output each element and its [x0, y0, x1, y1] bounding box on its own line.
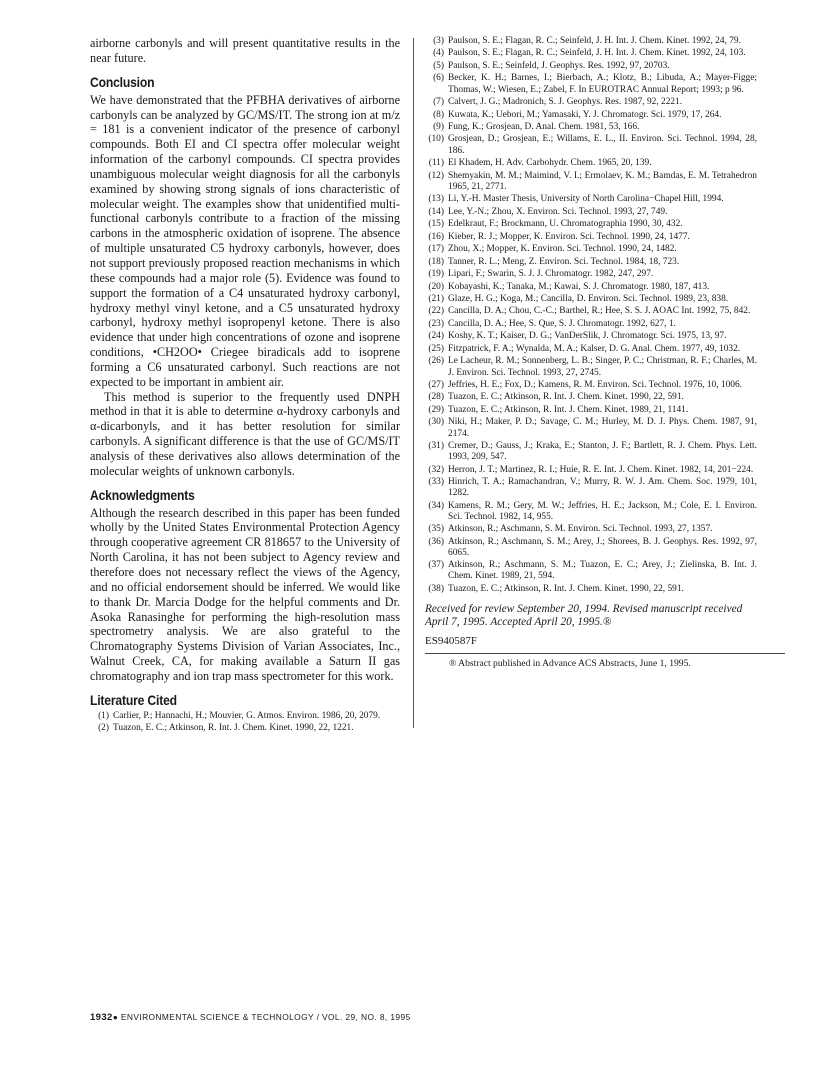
- reference-item: [425, 417, 757, 439]
- received-dates: Received for review September 20, 1994. Revised manuscript received April 7, 1995. Accepted April 20, 1995.®: [425, 602, 743, 628]
- reference-item: [425, 524, 757, 535]
- reference-text: Jeffries, H. E.; Fox, D.; Kamens, R. M. Environ. Sci. Technol. 1976, 10, 1006.: [448, 380, 743, 390]
- conclusion-paragraph-1: We have demonstrated that the PFBHA derivatives of airborne carbonyls can be analyzed by GC/MS/IT. The strong ion at m/z = 181 is a convenient indicator of the presence of carbonyl compounds. Both EI and CI spectra offer molecular weight information of the carbonyl compounds. CI spectra provides unambiguous molecular weight diagnosis for all the carbonyls examined by showing strong signals of ions characteristic of molecular weight. The examples show that unidentified multi-functional carbonyls contribute to a fraction of the missing carbons in the atmospheric oxidation of isoprene. The absence of multiple unsaturated C5 hydroxy carbonyls, however, does not support previously proposed reaction mechanisms in which these compounds had a major role (5). Evidence was found to support the formation of a C4 unsaturated hydroxy carbonyl, hydroxy methyl vinyl ketone, and a C5 unsaturated hydroxy carbonyl, hydroxy methyl isopropenyl ketone. There is also evidence that under high concentrations of ozone and isoprene conditions, •CH2OO• Criegee biradicals add to isoprene forming a C6 unsaturated carbonyl. Such reactions are not expected to be important in ambient air.: [90, 92, 400, 389]
- reference-text: Atkinson, R.; Aschmann, S. M.; Arey, J.; Shorees, B. J. Geophys. Res. 1992, 97, 6065.: [448, 536, 757, 558]
- reference-number: (9): [433, 122, 444, 132]
- reference-text: Kamens, R. M.; Gery, M. W.; Jeffries, H. E.; Jackson, M.; Cole, E. I. Environ. Sci. Technol. 1982, 14, 955.: [448, 500, 757, 522]
- reference-number: (4): [433, 48, 444, 59]
- reference-item: [425, 441, 757, 463]
- reference-number: (19): [428, 269, 444, 280]
- reference-text: Shemyakin, M. M.; Maimind, V. I.; Ermolaev, K. M.; Bamdas, E. M. Tetrahedron 1965, 21, 2771.: [448, 170, 757, 192]
- reference-number: (10): [428, 134, 444, 145]
- column-divider: [413, 38, 414, 728]
- reference-number: (1): [98, 710, 109, 721]
- reference-number: (15): [428, 219, 444, 230]
- reference-text: Grosjean, D.; Grosjean, E.; Willams, E. L., II. Environ. Sci. Technol. 1994, 28, 186.: [448, 134, 757, 156]
- reference-item: [425, 207, 757, 218]
- reference-text: Becker, K. H.; Barnes, I.; Bierbach, A.; Klotz, B.; Libuda, A.; Mayer-Figge; Thomas, W.; Wiesen, E.; Zabel, F. In EUROTRAC Annual Report; 1993; p 96.: [448, 73, 757, 95]
- abstract-footnote: ® Abstract published in Advance ACS Abstracts, June 1, 1995.: [449, 657, 691, 669]
- reference-number: (8): [433, 109, 444, 120]
- reference-item: [425, 48, 757, 59]
- reference-text: Lee, Y.-N.; Zhou, X. Environ. Sci. Technol. 1993, 27, 749.: [448, 206, 668, 217]
- reference-number: (18): [428, 256, 444, 267]
- reference-text: Carlier, P.; Hannachi, H.; Mouvier, G. Atmos. Environ. 1986, 20, 2079.: [113, 710, 381, 721]
- reference-item: [425, 134, 757, 156]
- page-number: 1932: [90, 1012, 113, 1023]
- reference-number: (28): [428, 392, 444, 403]
- reference-item: [425, 537, 757, 559]
- reference-text: Tuazon, E. C.; Atkinson, R. Int. J. Chem. Kinet. 1990, 22, 1221.: [113, 723, 354, 734]
- reference-number: (5): [433, 60, 444, 71]
- reference-item: [425, 244, 757, 255]
- reference-item: [90, 723, 400, 734]
- reference-item: [425, 560, 757, 582]
- acknowledgments-heading: Acknowledgments: [90, 487, 195, 503]
- reference-item: [425, 36, 757, 47]
- reference-text: Niki, H.; Maker, P. D.; Savage, C. M.; Hurley, M. D. J. Phys. Chem. 1987, 91, 2174.: [448, 417, 757, 439]
- reference-number: (34): [428, 500, 444, 511]
- reference-item: [425, 219, 757, 230]
- journal-citation: ENVIRONMENTAL SCIENCE & TECHNOLOGY / VOL. 29, NO. 8, 1995: [120, 1012, 411, 1022]
- reference-number: (25): [428, 343, 444, 354]
- reference-item: [425, 158, 757, 169]
- reference-item: [425, 584, 757, 595]
- reference-text: Tuazon, E. C.; Atkinson, R. Int. J. Chem. Kinet. 1990, 22, 591.: [448, 583, 684, 594]
- reference-list-left: [90, 711, 400, 735]
- reference-item: [425, 61, 757, 72]
- reference-text: Kuwata, K.; Uebori, M.; Yamasaki, Y. J. Chromatogr. Sci. 1979, 17, 264.: [448, 109, 722, 120]
- reference-text: Lipari, F.; Swarin, S. J. J. Chromatogr. 1982, 247, 297.: [448, 269, 654, 280]
- reference-number: (3): [433, 36, 444, 46]
- literature-cited-heading: Literature Cited: [90, 692, 177, 708]
- reference-text: Tanner, R. L.; Meng, Z. Environ. Sci. Technol. 1984, 18, 723.: [448, 256, 680, 267]
- reference-item: [425, 306, 757, 317]
- reference-text: Koshy, K. T.; Kaiser, D. G.; VanDerSlik, J. Chromatogr. Sci. 1975, 13, 97.: [448, 331, 727, 342]
- reference-text: Fitzpatrick, F. A.; Wynalda, M. A.; Kalser, D. G. Anal. Chem. 1977, 49, 1032.: [448, 343, 741, 354]
- reference-text: Fung, K.; Grosjean, D. Anal. Chem. 1981, 53, 166.: [448, 122, 640, 132]
- reference-item: [425, 294, 757, 305]
- reference-text: Atkinson, R.; Aschmann, S. M.; Tuazon, E. C.; Arey, J.; Zielinska, B. Int. J. Chem. Kinet. 1989, 21, 594.: [448, 560, 757, 582]
- reference-text: Tuazon, E. C.; Atkinson, R. Int. J. Chem. Kinet. 1990, 22, 591.: [448, 392, 684, 403]
- reference-text: Herron, J. T.; Martinez, R. I.; Huie, R. E. Int. J. Chem. Kinet. 1982, 14, 201−224.: [448, 464, 754, 475]
- right-column: [425, 36, 757, 669]
- reference-number: (17): [428, 244, 444, 255]
- reference-number: (7): [433, 97, 444, 108]
- reference-number: (37): [428, 560, 444, 571]
- left-column: [90, 36, 400, 736]
- reference-item: [425, 344, 757, 355]
- reference-number: (27): [428, 380, 444, 390]
- reference-text: Zhou, X.; Mopper, K. Environ. Sci. Technol. 1990, 24, 1482.: [448, 244, 677, 255]
- reference-number: (11): [428, 158, 444, 169]
- reference-item: [425, 194, 757, 205]
- reference-number: (12): [428, 170, 444, 181]
- reference-number: (2): [98, 723, 109, 734]
- reference-number: (23): [428, 318, 444, 329]
- reference-item: [425, 73, 757, 95]
- reference-item: [425, 122, 757, 133]
- page-bullet: ●: [112, 1012, 121, 1022]
- reference-item: [425, 477, 757, 499]
- reference-number: (29): [428, 404, 444, 415]
- reference-text: Cancilla, D. A.; Hee, S. Que, S. J. Chromatogr. 1992, 627, 1.: [448, 318, 676, 329]
- reference-text: Edelkraut, F.; Brockmann, U. Chromatographia 1990, 30, 432.: [448, 219, 683, 230]
- reference-text: El Khadem, H. Adv. Carbohydr. Chem. 1965, 20, 139.: [448, 158, 652, 169]
- reference-text: Kobayashi, K.; Tanaka, M.; Kawai, S. J. Chromatogr. 1980, 187, 413.: [448, 281, 710, 292]
- reference-list-right: [425, 36, 757, 595]
- reference-item: [425, 97, 757, 108]
- reference-number: (33): [428, 477, 444, 488]
- reference-text: Glaze, H. G.; Koga, M.; Cancilla, D. Environ. Sci. Technol. 1989, 23, 838.: [448, 294, 729, 304]
- reference-item: [425, 269, 757, 280]
- reference-item: [425, 232, 757, 243]
- footnote-rule: [425, 653, 785, 654]
- reference-text: Atkinson, R.; Aschmann, S. M. Environ. Sci. Technol. 1993, 27, 1357.: [448, 524, 713, 535]
- reference-number: (20): [428, 281, 444, 292]
- reference-item: [425, 282, 757, 293]
- page-footer: [90, 1012, 411, 1023]
- reference-item: [90, 711, 400, 722]
- reference-number: (24): [428, 331, 444, 342]
- acknowledgments-paragraph: Although the research described in this paper has been funded wholly by the United States Environmental Protection Agency through cooperative agreement CR 818657 to the University of North Carolina, it has not been subject to Agency review and therefore does not necessary reflect the views of the Agency, and no official endorsement should be inferred. We would like to thank Dr. Marcia Dodge for the helpful comments and Dr. Asoka Ranasinghe for performing the high-resolution mass spectrometry analysis. We are also grateful to the Chromatography Systems Division of Varian Associates, Inc., Walnut Creek, CA, for making available a Saturn II gas chromatography and ion trap mass spectrometer for this work.: [90, 505, 400, 683]
- reference-text: Paulson, S. E.; Flagan, R. C.; Seinfeld, J. H. Int. J. Chem. Kinet. 1992, 24, 103.: [448, 48, 746, 59]
- reference-item: [425, 257, 757, 268]
- reference-text: Cancilla, D. A.; Chou, C.-C.; Barthel, R.; Hee, S. S. J. AOAC Int. 1992, 75, 842.: [448, 306, 751, 317]
- reference-number: (35): [428, 524, 444, 535]
- reference-item: [425, 465, 757, 476]
- reference-text: Paulson, S. E.; Flagan, R. C.; Seinfeld, J. H. Int. J. Chem. Kinet. 1992, 24, 79.: [448, 36, 741, 46]
- reference-text: Kieber, R. J.; Mopper, K. Environ. Sci. Technol. 1990, 24, 1477.: [448, 231, 690, 242]
- reference-number: (31): [428, 441, 444, 452]
- reference-number: (21): [428, 294, 444, 304]
- reference-item: [425, 171, 757, 193]
- reference-item: [425, 501, 757, 523]
- reference-item: [425, 380, 757, 391]
- reference-number: (13): [428, 194, 444, 205]
- reference-item: [425, 405, 757, 416]
- reference-item: [425, 356, 757, 378]
- manuscript-code: ES940587F: [425, 634, 477, 647]
- conclusion-paragraph-2: This method is superior to the frequently used DNPH method in that it is able to determine α-hydroxy carbonyls and α-dicarbonyls, and it has better resolution for similar carbonyls. A significant difference is that the use of GC/MS/IT analysis of these derivatives also allows determination of the molecular weights of unknown carbonyls.: [90, 389, 400, 478]
- reference-text: Calvert, J. G.; Madronich, S. J. Geophys. Res. 1987, 92, 2221.: [448, 97, 683, 108]
- reference-text: Le Lacheur, R. M.; Sonnenberg, L. B.; Singer, P. C.; Christman, R. F.; Charles, M. J. Environ. Sci. Technol. 1993, 27, 2745.: [448, 356, 757, 378]
- reference-number: (32): [428, 464, 444, 475]
- reference-item: [425, 110, 757, 121]
- reference-number: (38): [428, 583, 444, 594]
- reference-number: (14): [428, 206, 444, 217]
- reference-number: (30): [428, 417, 444, 428]
- reference-text: Hinrich, T. A.; Ramachandran, V.; Murry, R. W. J. Am. Chem. Soc. 1979, 101, 1282.: [448, 477, 757, 499]
- reference-number: (26): [428, 356, 444, 367]
- reference-text: Tuazon, E. C.; Atkinson, R. Int. J. Chem. Kinet. 1989, 21, 1141.: [448, 404, 689, 415]
- reference-item: [425, 319, 757, 330]
- conclusion-heading: Conclusion: [90, 74, 155, 90]
- reference-item: [425, 392, 757, 403]
- reference-number: (6): [433, 73, 444, 84]
- reference-text: Li, Y.-H. Master Thesis, University of North Carolina−Chapel Hill, 1994.: [448, 194, 724, 205]
- reference-number: (36): [428, 536, 444, 547]
- reference-number: (22): [428, 306, 444, 317]
- reference-text: Paulson, S. E.; Seinfeld, J. Geophys. Res. 1992, 97, 20703.: [448, 60, 670, 71]
- reference-number: (16): [428, 231, 444, 242]
- reference-item: [425, 331, 757, 342]
- reference-text: Cremer, D.; Gauss, J.; Kraka, E.; Stanton, J. F.; Bartlett, R. J. Chem. Phys. Lett. 1993, 209, 547.: [448, 441, 757, 463]
- intro-tail-paragraph: airborne carbonyls and will present quantitative results in the near future.: [90, 36, 400, 65]
